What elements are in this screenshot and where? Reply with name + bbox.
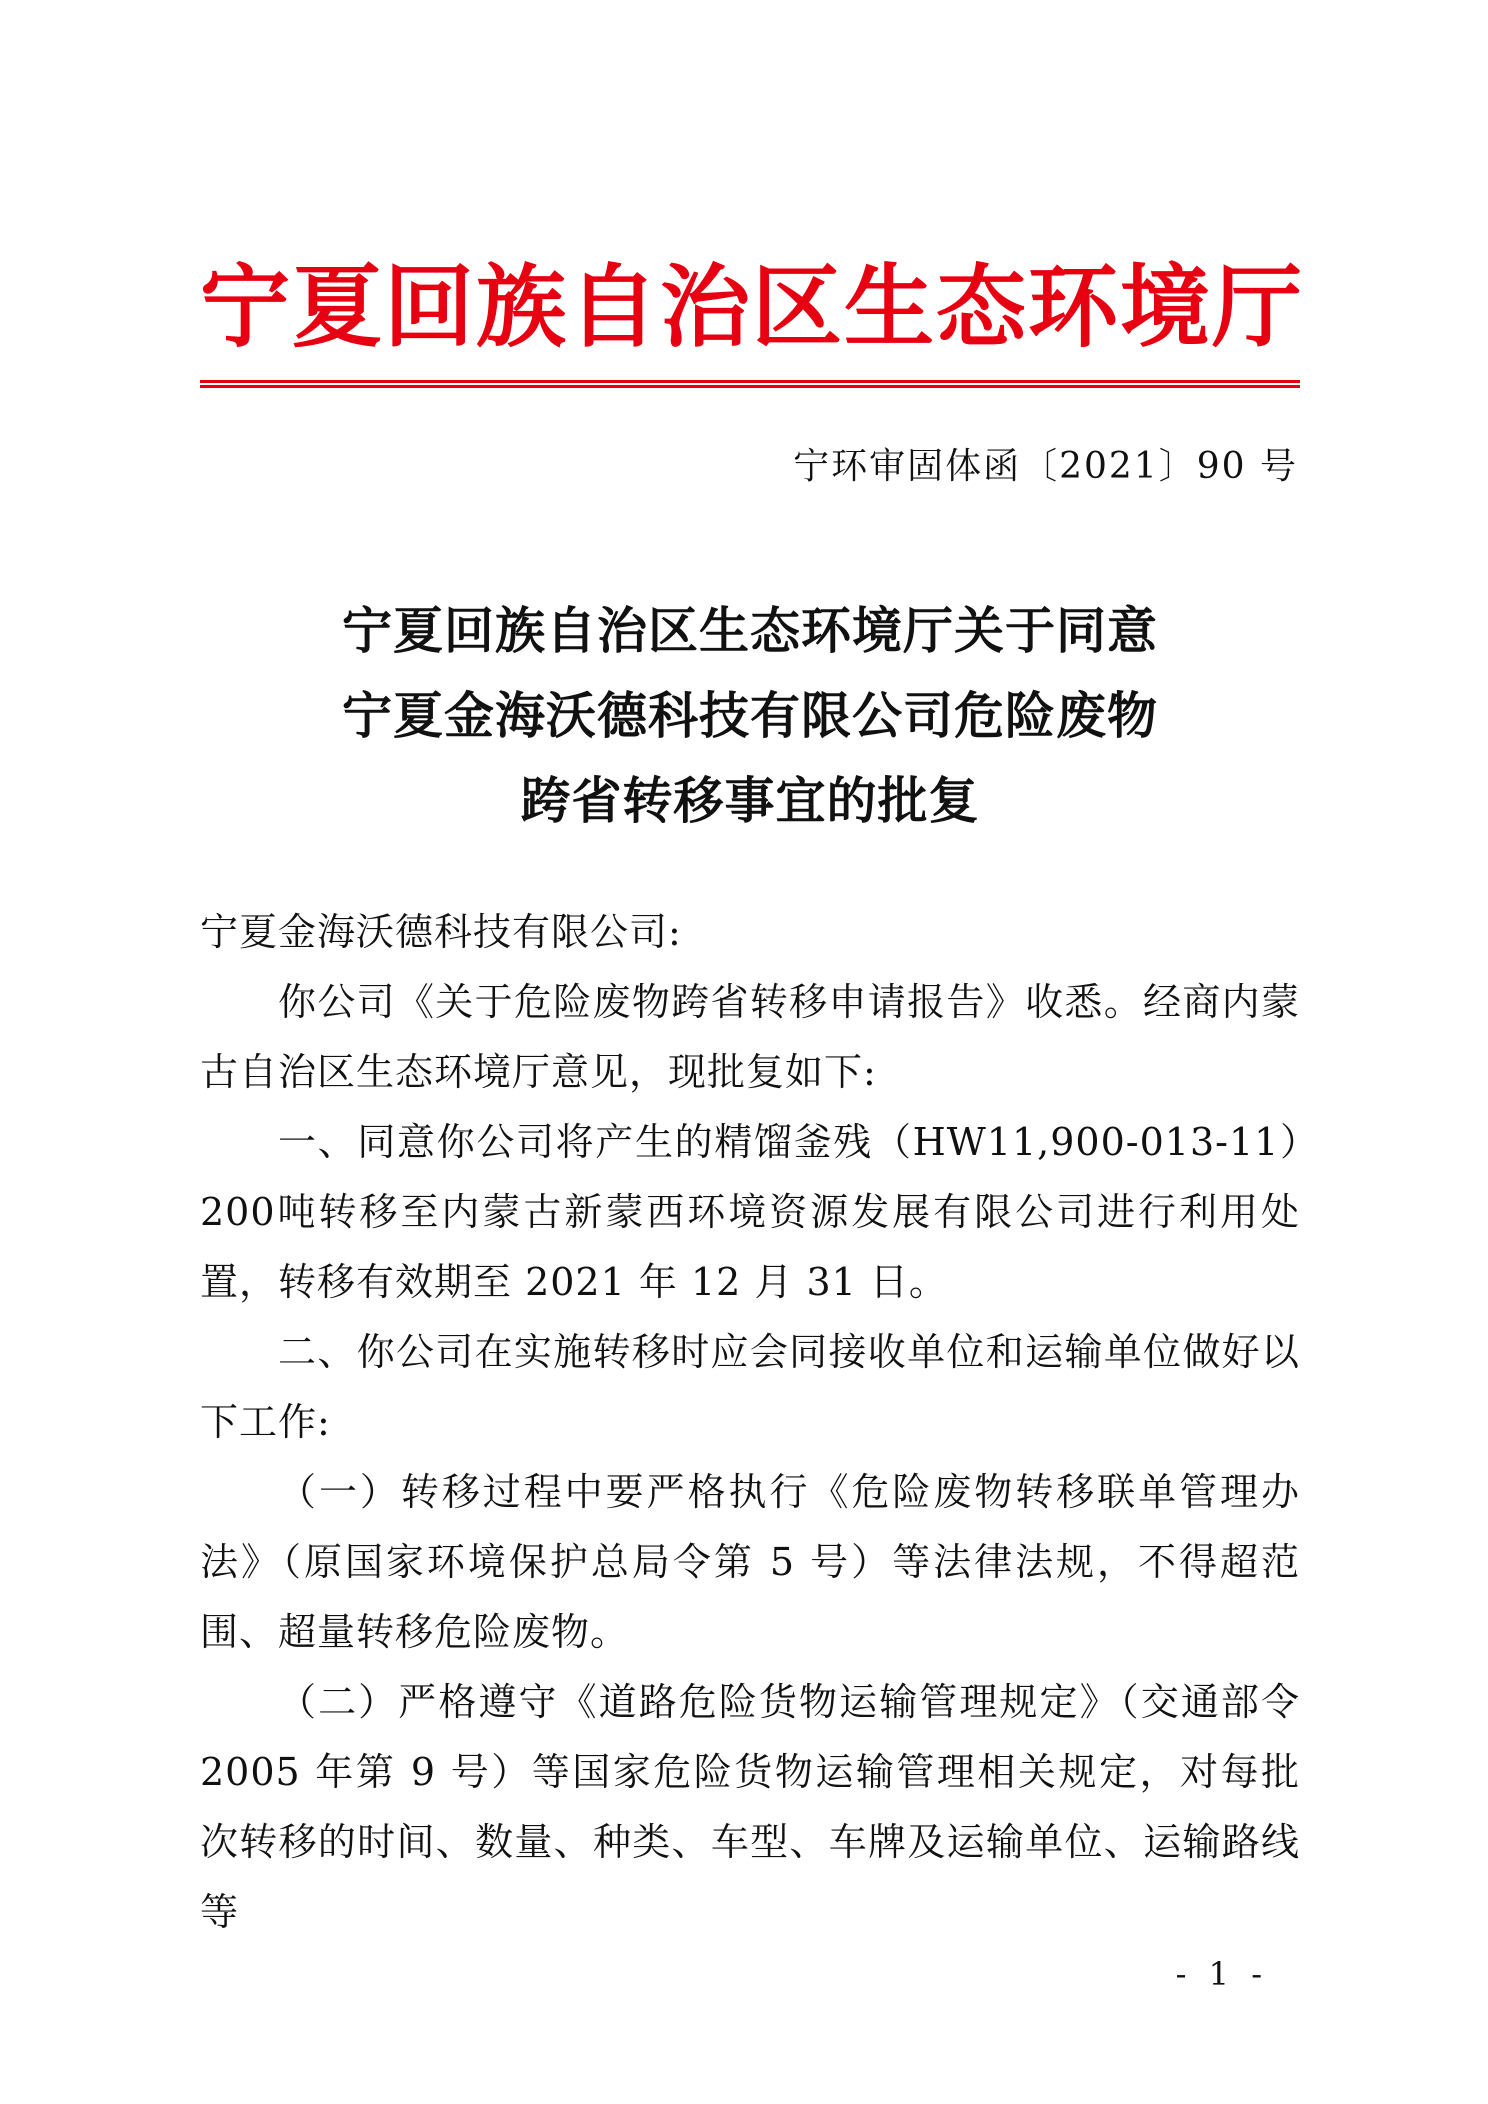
document-number: 宁环审固体函〔2021〕90 号 <box>793 446 1298 487</box>
body-paragraph-3: 二、你公司在实施转移时应会同接收单位和运输单位做好以下工作: <box>200 1330 1300 1444</box>
red-divider-thick-line <box>200 385 1300 388</box>
body-paragraph-1: 你公司《关于危险废物跨省转移申请报告》收悉。经商内蒙古自治区生态环境厅意见，现批复如下: <box>200 980 1300 1094</box>
red-divider-thin-line <box>200 380 1300 383</box>
document-body <box>200 897 1300 1947</box>
body-paragraph-4: （一）转移过程中要严格执行《危险废物转移联单管理办法》（原国家环境保护总局令第 5 号）等法律法规，不得超范围、超量转移危险废物。 <box>200 1470 1300 1654</box>
issuing-organization-header: 宁夏回族自治区生态环境厅 <box>200 254 1304 360</box>
page-number: - 1 - <box>1175 1955 1268 1993</box>
title-line-3: 跨省转移事宜的批复 <box>520 771 980 830</box>
salutation: 宁夏金海沃德科技有限公司: <box>200 910 682 954</box>
body-paragraph-5: （二）严格遵守《道路危险货物运输管理规定》（交通部令2005 年第 9 号）等国家危险货物运输管理相关规定，对每批次转移的时间、数量、种类、车型、车牌及运输单位、运输路线等 <box>200 1680 1300 1934</box>
red-header-divider <box>200 380 1300 388</box>
title-line-2: 宁夏金海沃德科技有限公司危险废物 <box>342 686 1158 745</box>
title-line-1: 宁夏回族自治区生态环境厅关于同意 <box>342 601 1158 660</box>
document-title <box>200 588 1300 843</box>
body-paragraph-2: 一、同意你公司将产生的精馏釜残（HW11,900-013-11）200吨转移至内蒙古新蒙西环境资源发展有限公司进行利用处置，转移有效期至 2021 年 12 月 31 日。 <box>200 1120 1300 1304</box>
